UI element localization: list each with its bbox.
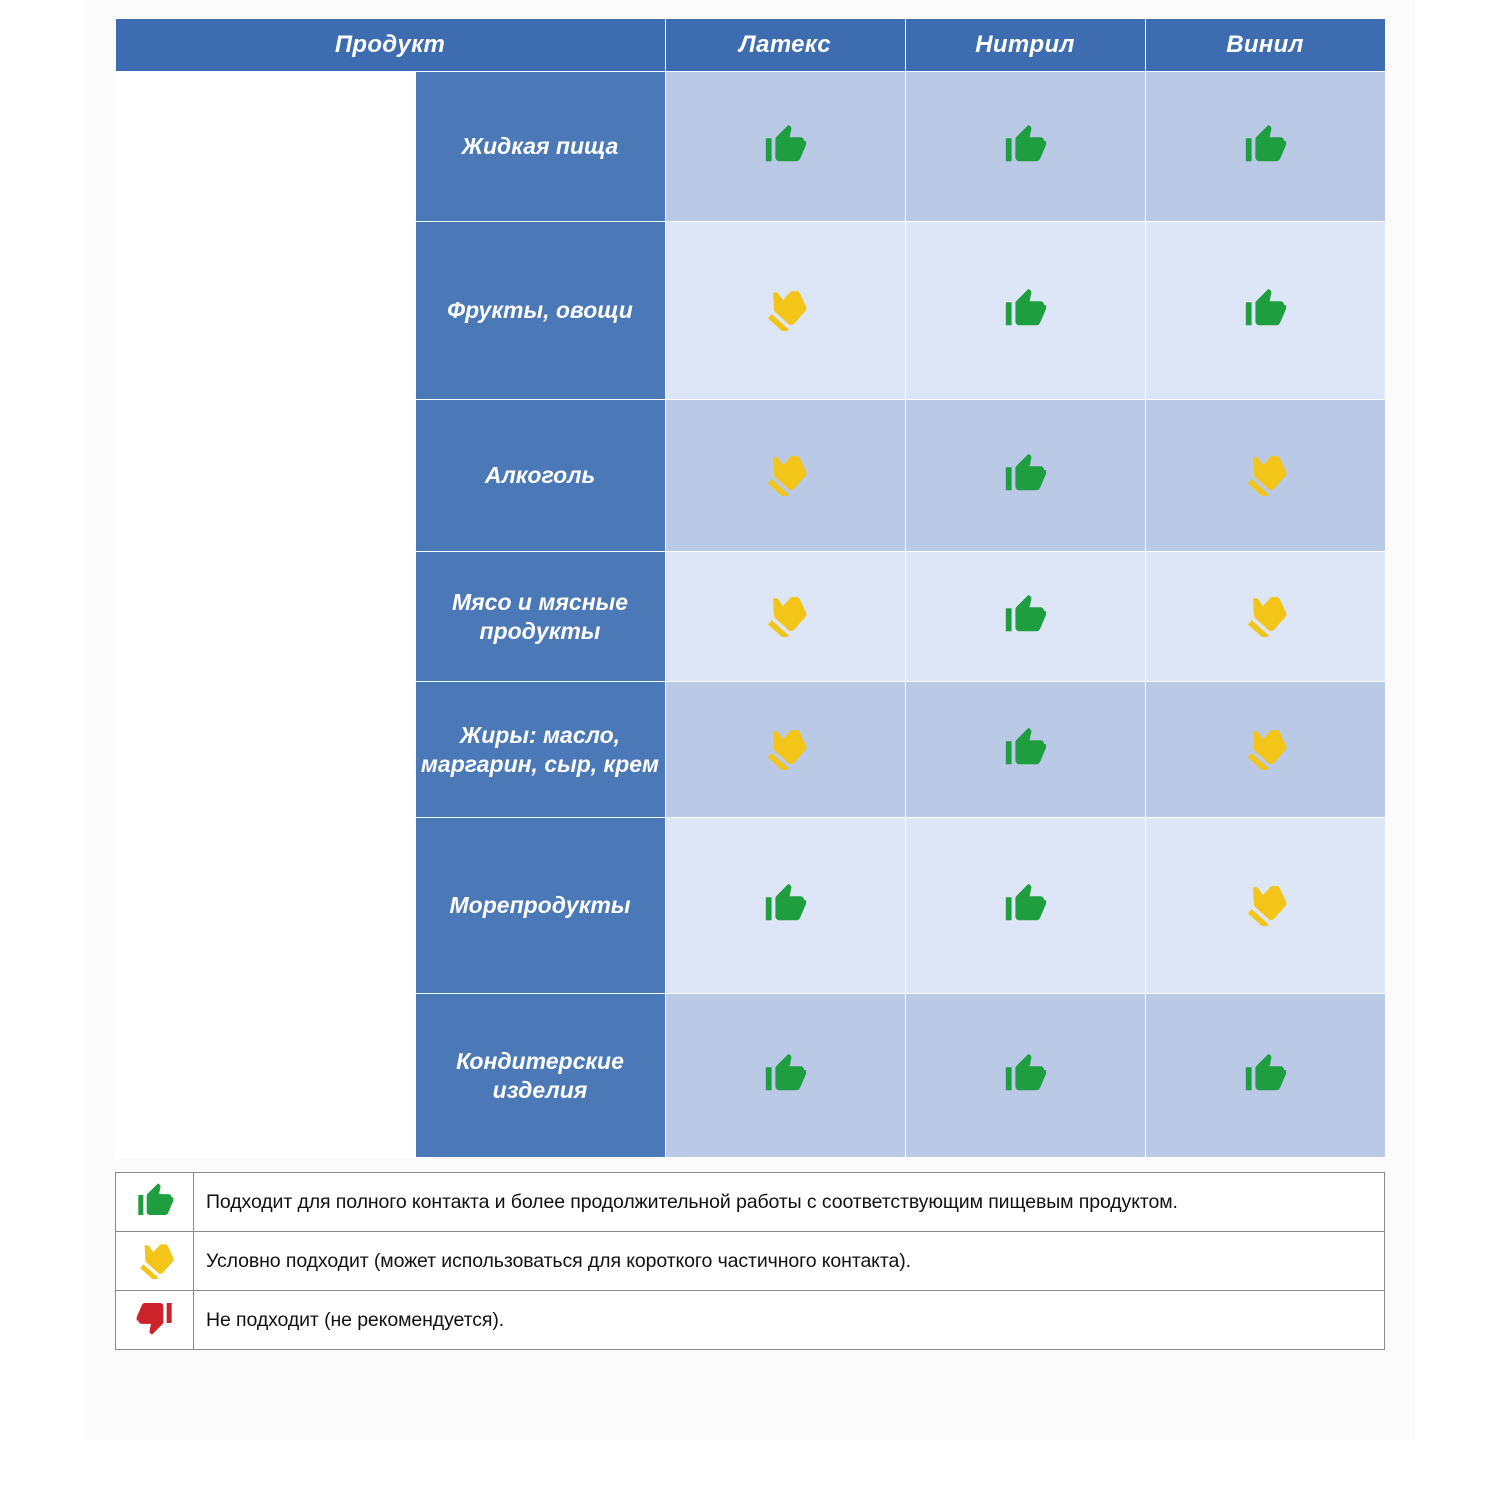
column-header-product: Продукт — [115, 19, 665, 72]
legend-text: Не подходит (не рекомендуется). — [194, 1291, 1385, 1350]
thumbs-up-icon — [1002, 285, 1048, 331]
legend-icon-cell — [116, 1173, 194, 1232]
rating-vinyl — [1145, 552, 1385, 682]
thumbs-up-icon — [1242, 285, 1288, 331]
legend-row-partial — [116, 1232, 1385, 1291]
legend-icon-cell — [116, 1291, 194, 1350]
rating-nitrile — [905, 222, 1145, 400]
product-image-meat — [115, 552, 415, 682]
column-header-vinyl: Винил — [1145, 19, 1385, 72]
legend-text: Подходит для полного контакта и более продолжительной работы с соответствующим пищевым продуктом. — [194, 1173, 1385, 1232]
table-row — [115, 994, 1385, 1158]
rating-nitrile — [905, 400, 1145, 552]
thumbs-up-icon — [1242, 1050, 1288, 1096]
rating-vinyl — [1145, 222, 1385, 400]
product-name: Мясо и мясные продукты — [415, 552, 665, 682]
product-name: Жидкая пища — [415, 72, 665, 222]
thumbs-up-icon — [1002, 591, 1048, 637]
product-name: Алкоголь — [415, 400, 665, 552]
product-image-seafood — [115, 818, 415, 994]
thumbs-up-icon — [1002, 450, 1048, 496]
legend-table — [115, 1172, 1385, 1350]
thumbs-up-icon — [1002, 880, 1048, 926]
glove-suitability-table — [115, 18, 1386, 1158]
column-header-nitrile: Нитрил — [905, 19, 1145, 72]
product-image-alcohol — [115, 400, 415, 552]
legend-icon-cell — [116, 1232, 194, 1291]
thumbs-up-icon — [762, 880, 808, 926]
rating-nitrile — [905, 72, 1145, 222]
product-name: Кондитерские изделия — [415, 994, 665, 1158]
rating-latex — [665, 72, 905, 222]
thumbs-up-icon — [1002, 1050, 1048, 1096]
rating-latex — [665, 222, 905, 400]
table-row — [115, 818, 1385, 994]
table-row — [115, 682, 1385, 818]
thumbs-partial-icon — [762, 285, 808, 331]
thumbs-partial-icon — [1242, 724, 1288, 770]
rating-latex — [665, 818, 905, 994]
rating-nitrile — [905, 552, 1145, 682]
product-name: Жиры: масло, маргарин, сыр, крем — [415, 682, 665, 818]
thumbs-partial-icon — [1242, 591, 1288, 637]
rating-latex — [665, 552, 905, 682]
product-image-butter — [115, 682, 415, 818]
legend-text: Условно подходит (может использоваться для короткого частичного контакта). — [194, 1232, 1385, 1291]
infographic-page — [85, 0, 1415, 1440]
rating-vinyl — [1145, 400, 1385, 552]
product-name: Фрукты, овощи — [415, 222, 665, 400]
thumbs-partial-icon — [1242, 450, 1288, 496]
rating-nitrile — [905, 818, 1145, 994]
rating-vinyl — [1145, 818, 1385, 994]
thumbs-up-icon — [1002, 724, 1048, 770]
table-row — [115, 222, 1385, 400]
thumbs-up-icon — [135, 1180, 175, 1220]
rating-nitrile — [905, 994, 1145, 1158]
thumbs-up-icon — [1002, 121, 1048, 167]
thumbs-up-icon — [1242, 121, 1288, 167]
thumbs-partial-icon — [762, 450, 808, 496]
rating-vinyl — [1145, 72, 1385, 222]
product-image-eggs-honey — [115, 72, 415, 222]
product-image-bakery — [115, 994, 415, 1158]
rating-vinyl — [1145, 994, 1385, 1158]
product-name: Морепродукты — [415, 818, 665, 994]
thumbs-partial-icon — [762, 724, 808, 770]
rating-latex — [665, 682, 905, 818]
rating-latex — [665, 994, 905, 1158]
thumbs-partial-icon — [135, 1239, 175, 1279]
rating-latex — [665, 400, 905, 552]
table-row — [115, 400, 1385, 552]
table-header-row — [115, 19, 1385, 72]
thumbs-up-icon — [762, 1050, 808, 1096]
table-row — [115, 72, 1385, 222]
thumbs-partial-icon — [762, 591, 808, 637]
table-body — [115, 72, 1385, 1158]
rating-nitrile — [905, 682, 1145, 818]
thumbs-partial-icon — [1242, 880, 1288, 926]
table-row — [115, 552, 1385, 682]
legend-row-suitable — [116, 1173, 1385, 1232]
thumbs-up-icon — [762, 121, 808, 167]
column-header-latex: Латекс — [665, 19, 905, 72]
rating-vinyl — [1145, 682, 1385, 818]
thumbs-down-icon — [135, 1298, 175, 1338]
legend-row-not-suitable — [116, 1291, 1385, 1350]
product-image-fruits-vegetables — [115, 222, 415, 400]
